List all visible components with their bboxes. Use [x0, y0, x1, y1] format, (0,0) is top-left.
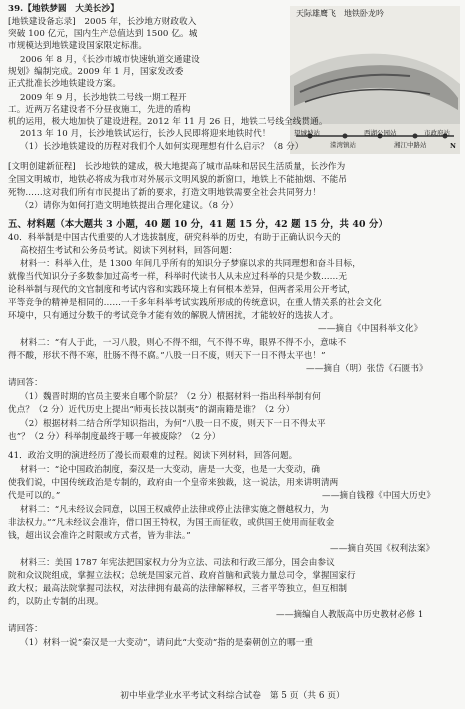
- q39-line: [地铁建设备忘录] 2005 年，长沙地方财政收入: [8, 17, 197, 27]
- ask-label: 请回答：: [8, 378, 43, 388]
- q39-line: 2009 年 9 月，长沙地铁二号线一期工程开: [20, 93, 187, 103]
- q40-question-2: （2）根据材料二结合所学知识指出，为何“八股一日不废，则天下一日不得太平: [20, 419, 326, 429]
- material-line: 平等竞争的精神是相同的……一千多年科举考试实践所形成的传统意识，在重人情关系的社会文化: [8, 298, 382, 308]
- material-line: 得不酸，形状不得不寒，肚肠不得不腐。”八股一日不废，则天下一日不得太平也！”: [8, 351, 326, 361]
- q39-line: 市规模达到地铁建设国家限定标准。: [8, 41, 148, 51]
- material-line: 代是可以的。”: [8, 491, 61, 501]
- section-title: 五、材料题（本大题共 3 小题，40 题 10 分，41 题 15 分，42 题 15 分，共 40 分）: [8, 219, 388, 230]
- material-line: 非法权力。”“凡未经议会准许，借口国王特权，为国王而征收，或供国王使用而征收金: [8, 518, 335, 528]
- subway-photo: [290, 6, 460, 154]
- ask-label: 请回答：: [8, 624, 43, 634]
- q39-line: [文明创建新征程] 长沙地铁的建成，极大地提高了城市品味和居民生活质量，长沙作为: [8, 162, 346, 172]
- q40-line: 高校招生考试和公务员考试。阅读下列材料，回答问题：: [20, 246, 238, 256]
- material-line: 材料一：科举入仕，是 1300 年间几乎所有的知识分子梦寐以求的共同理想和奋斗目标，: [20, 259, 361, 269]
- material-line: 环境中，只有通过分数千的考试竞争才能有效的解脱人情困扰，才能较好的选拔人才。: [8, 311, 339, 321]
- q39-question-2: （2）请你为如何打造文明地铁提出合理化建议。（8 分）: [20, 201, 239, 211]
- material-source: ——摘自英国《权利法案》: [330, 544, 435, 554]
- station-label: 溁湾镇站: [330, 141, 356, 149]
- material-line: 钱，超出议会准许之时限或方式者，皆为非法。”: [8, 531, 191, 541]
- material-line: 约，以防止专制的出现。: [8, 597, 104, 607]
- material-line: 材料三：美国 1787 年宪法把国家权力分为立法、司法和行政三部分，国会由参议: [20, 558, 335, 568]
- page-footer: 初中毕业学业水平考试文科综合试卷 第 5 页（共 6 页）: [120, 691, 345, 701]
- q39-header: 39.【地铁梦圆 大美长沙】: [8, 4, 119, 14]
- q39-line: 2006 年 8 月，《长沙市城市快速轨道交通建设: [20, 55, 200, 65]
- q39-line: 突破 100 亿元，国内生产总值达到 1500 亿。城: [8, 29, 198, 39]
- q40-question-1: 优点？（2 分）近代历史上提出“师夷长技以制夷”的湖南籍是谁？（2 分）: [8, 405, 295, 415]
- material-source: ——摘自钱穆《中国大历史》: [322, 491, 436, 501]
- photo-caption: 天际雄鹰飞 地铁卧龙吟: [296, 9, 384, 18]
- q40-line: 40．科举制是中国古代重要的人才选拔制度，研究科举的历史，有助于正确认识今天的: [8, 233, 341, 243]
- station-label: 望城坡站: [294, 129, 320, 137]
- q40-question-1: （1）魏晋时期的官员主要来自哪个阶层？（2 分）根据材料一指出科举制有何: [20, 392, 321, 402]
- material-line: 政大权；最高法院掌握司法权，对法律拥有最高的法律解释权，三者平等独立，但互相制: [8, 584, 348, 594]
- material-source: ——摘自（明）张岱《石匮书》: [306, 364, 428, 374]
- q39-line: 机的运用，极大地加快了建设进程。2012 年 11 月 26 日，地铁二号线全线贯通。: [8, 117, 328, 127]
- q39-line: 规划》编制完成。2009 年 1 月，国家发改委: [8, 67, 184, 77]
- material-line: 使我们说，中国传统政治是专制的，政府由一个皇帝来独裁，这一说法，用来讲明清两: [8, 478, 339, 488]
- material-line: 材料二：“有人于此，一习八股，则心不得不细，气不得不卑，眼界不得不小，意味不: [20, 338, 347, 348]
- q41-line: 41．政治文明的演进经历了漫长而艰难的过程。阅读下列材料，回答问题。: [8, 451, 298, 461]
- q39-line: 全国文明城市，地铁必将成为我市对外展示文明风貌的新窗口，地铁上不能抽烟、不能吊: [8, 175, 348, 185]
- station-label: 市政府站: [424, 129, 450, 137]
- q41-question-1: （1）材料一说“秦汉是一大变动”，请问此“大变动”指的是秦朝创立的哪一重: [20, 638, 314, 648]
- station-label: 西湖公园站: [364, 129, 397, 137]
- q39-line: 2013 年 10 月，长沙地铁试运行，长沙人民即将迎来地铁时代！: [20, 129, 271, 139]
- q40-question-2: 也”？（2 分）科举制度最终于哪一年被废除？（2 分）: [8, 432, 221, 442]
- material-line: 就像当代知识分子多数参加过高考一样，科举时代读书人从未应过科举的只是少数……无: [8, 272, 348, 282]
- q39-line: 正式批准长沙地铁建设方案。: [8, 79, 122, 89]
- material-line: 院和众议院组成，掌握立法权；总统是国家元首、政府首脑和武装力量总司令，掌握国家行: [8, 571, 356, 581]
- material-line: 材料二：“凡未经议会同意，以国王权威停止法律或停止法律实施之僭越权力，为: [20, 505, 329, 515]
- material-source: ——摘自《中国科举文化》: [318, 324, 423, 334]
- material-line: 论科举制与现代的文官制度和考试内容和实践环境上有何根本差异，但两者采用公开考试，: [8, 285, 356, 295]
- q39-question-1: （1）长沙地铁建设的历程对我们个人如何实现理想有什么启示？（8 分）: [20, 142, 304, 152]
- q39-line: 死物……这对我们所有市民提出了新的要求，打造文明地铁需要全社会共同努力！: [8, 188, 321, 198]
- material-line: 材料一：“论中国政治制度，秦汉是一大变动，唐是一大变，也是一大变动，确: [20, 465, 321, 475]
- compass-label: N: [450, 142, 456, 150]
- material-source: ——摘编自人教版高中历史教材必修 1: [276, 610, 424, 620]
- q39-line: 工。近两万名建设者不分昼夜施工，先进的盾构: [8, 105, 191, 115]
- station-label: 湘江中路站: [394, 141, 427, 149]
